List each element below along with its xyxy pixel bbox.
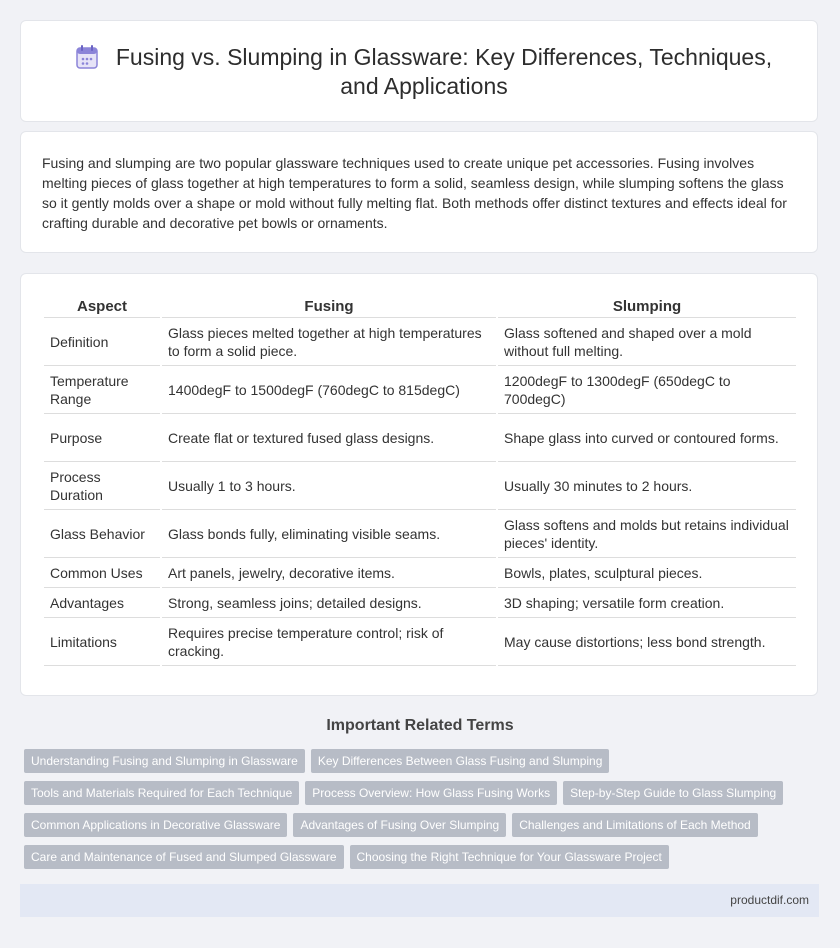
aspect-cell: Limitations (44, 618, 160, 666)
related-term-tag[interactable]: Understanding Fusing and Slumping in Glassware (24, 749, 305, 773)
comparison-table (42, 295, 798, 666)
related-terms-list (24, 749, 814, 877)
intro-card (20, 131, 818, 253)
related-term-tag[interactable]: Tools and Materials Required for Each Technique (24, 781, 299, 805)
slumping-cell: Usually 30 minutes to 2 hours. (498, 462, 796, 510)
page-title-text: Fusing vs. Slumping in Glassware: Key Differences, Techniques, and Applications (115, 44, 773, 99)
table-header-row (44, 295, 796, 318)
intro-text: Fusing and slumping are two popular glassware techniques used to create unique pet accessories. Fusing involves melting pieces of glass together at high temperatures to form a solid, seamless design, while slumping softens the glass so it gently molds over a shape or mold without fully melting flat. Both methods offer distinct textures and effects ideal for crafting durable and decorative pet bowls or ornaments. (42, 155, 787, 231)
slumping-cell: 1200degF to 1300degF (650degC to 700degC) (498, 366, 796, 414)
table-row (44, 462, 796, 510)
slumping-cell: Shape glass into curved or contoured forms. (498, 414, 796, 462)
table-row (44, 618, 796, 666)
footer-site-link[interactable]: productdif.com (730, 893, 809, 907)
related-term-tag[interactable]: Choosing the Right Technique for Your Glassware Project (350, 845, 669, 869)
table-row (44, 510, 796, 558)
slumping-cell: Glass softens and molds but retains individual pieces' identity. (498, 510, 796, 558)
slumping-cell: Bowls, plates, sculptural pieces. (498, 558, 796, 588)
fusing-cell: Art panels, jewelry, decorative items. (162, 558, 496, 588)
fusing-cell: Glass pieces melted together at high temperatures to form a solid piece. (162, 318, 496, 366)
slumping-cell: Glass softened and shaped over a mold without full melting. (498, 318, 796, 366)
fusing-cell: Glass bonds fully, eliminating visible seams. (162, 510, 496, 558)
calendar-icon (76, 45, 98, 69)
fusing-cell: Create flat or textured fused glass designs. (162, 414, 496, 462)
page-title (61, 43, 787, 101)
table-row (44, 366, 796, 414)
header-aspect: Aspect (44, 295, 160, 318)
comparison-card (20, 273, 818, 696)
header-fusing: Fusing (162, 295, 496, 318)
aspect-cell: Definition (44, 318, 160, 366)
related-term-tag[interactable]: Key Differences Between Glass Fusing and Slumping (311, 749, 610, 773)
related-terms-title: Important Related Terms (326, 717, 514, 734)
table-row (44, 414, 796, 462)
slumping-cell: 3D shaping; versatile form creation. (498, 588, 796, 618)
table-row (44, 558, 796, 588)
related-term-tag[interactable]: Challenges and Limitations of Each Method (512, 813, 757, 837)
table-row (44, 318, 796, 366)
fusing-cell: Requires precise temperature control; risk of cracking. (162, 618, 496, 666)
slumping-cell: May cause distortions; less bond strength. (498, 618, 796, 666)
fusing-cell: 1400degF to 1500degF (760degC to 815degC) (162, 366, 496, 414)
table-row (44, 588, 796, 618)
header-slumping: Slumping (498, 295, 796, 318)
aspect-cell: Common Uses (44, 558, 160, 588)
related-term-tag[interactable]: Advantages of Fusing Over Slumping (293, 813, 506, 837)
fusing-cell: Usually 1 to 3 hours. (162, 462, 496, 510)
aspect-cell: Glass Behavior (44, 510, 160, 558)
aspect-cell: Process Duration (44, 462, 160, 510)
related-term-tag[interactable]: Common Applications in Decorative Glassware (24, 813, 287, 837)
aspect-cell: Advantages (44, 588, 160, 618)
related-term-tag[interactable]: Care and Maintenance of Fused and Slumped Glassware (24, 845, 344, 869)
related-term-tag[interactable]: Step-by-Step Guide to Glass Slumping (563, 781, 783, 805)
footer (20, 884, 819, 917)
aspect-cell: Purpose (44, 414, 160, 462)
header-card (20, 20, 818, 122)
related-term-tag[interactable]: Process Overview: How Glass Fusing Works (305, 781, 557, 805)
aspect-cell: Temperature Range (44, 366, 160, 414)
fusing-cell: Strong, seamless joins; detailed designs. (162, 588, 496, 618)
